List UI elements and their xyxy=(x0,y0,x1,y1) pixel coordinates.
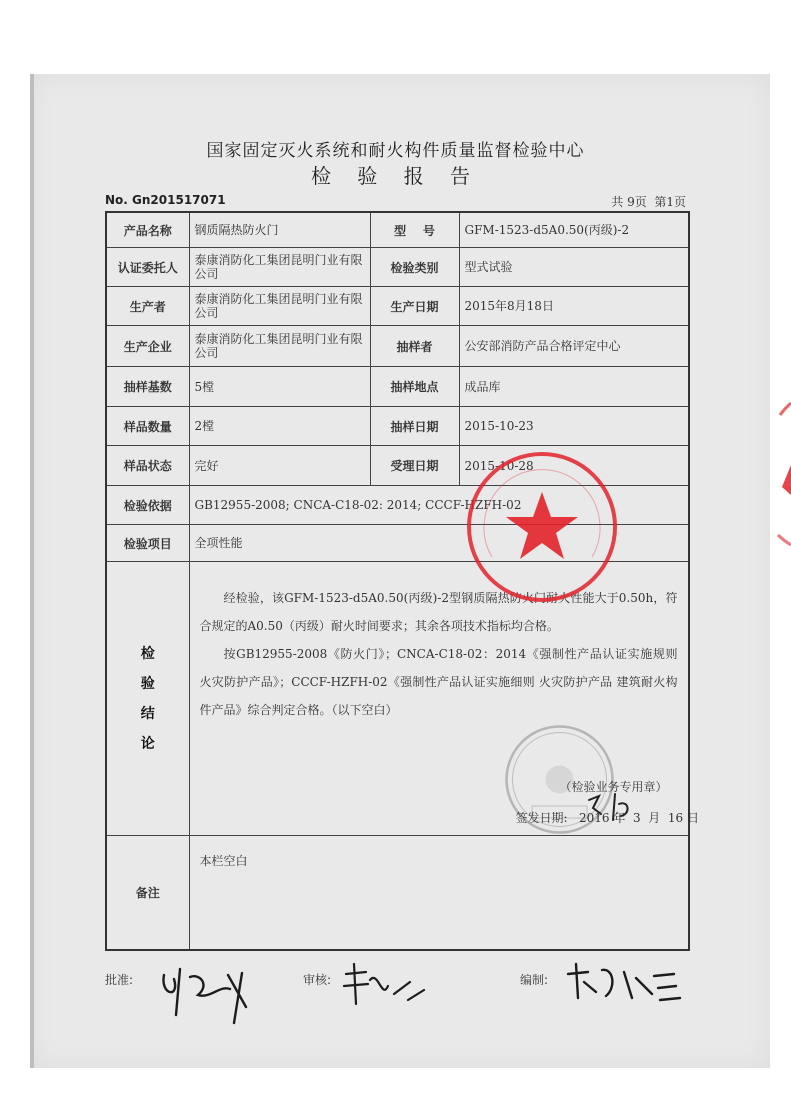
table-row xyxy=(106,836,689,951)
sampling-place-label: 抽样地点 xyxy=(370,367,459,407)
doc-title: 检 验 报 告 xyxy=(310,164,481,188)
edge-seal-fragment xyxy=(760,395,791,555)
model-value: GFM-1523-d5A0.50(丙级)-2 xyxy=(459,212,689,248)
basis-value: GB12955-2008; CNCA-C18-02: 2014; CCCF-HZFH-02 xyxy=(189,486,689,525)
items-label: 检验项目 xyxy=(106,525,189,562)
approve-signature xyxy=(150,955,270,1025)
page-count: 共 9页 第1页 xyxy=(611,195,686,209)
issue-date: 签发日期: 2016 年 3 月 16 日 xyxy=(515,811,699,825)
accept-date-value: 2015-10-28 xyxy=(459,446,689,486)
remarks-value: 本栏空白 xyxy=(199,854,248,868)
review-signature xyxy=(338,960,438,1010)
test-type-label: 检验类别 xyxy=(370,248,459,287)
sampler-label: 抽样者 xyxy=(370,326,459,367)
sample-base-label: 抽样基数 xyxy=(106,367,189,407)
product-name-label: 产品名称 xyxy=(106,212,189,248)
model-label: 型 号 xyxy=(370,212,459,248)
applicant-value: 泰康消防化工集团昆明门业有限公司 xyxy=(189,248,370,287)
table-row xyxy=(106,326,689,367)
sample-base-value: 5樘 xyxy=(189,367,370,407)
org-title: 国家固定灭火系统和耐火构件质量监督检验中心 xyxy=(206,141,585,161)
test-type-value: 型式试验 xyxy=(459,248,689,287)
seal-note: （检验业务专用章） xyxy=(559,780,668,794)
producer-value: 泰康消防化工集团昆明门业有限公司 xyxy=(189,287,370,326)
sample-qty-value: 2樘 xyxy=(189,407,370,446)
sampling-date-value: 2015-10-23 xyxy=(459,407,689,446)
approve-label: 批准: xyxy=(105,973,134,987)
compile-label: 编制: xyxy=(520,973,549,987)
sample-state-value: 完好 xyxy=(189,446,370,486)
report-number: No. Gn201517071 xyxy=(105,193,226,207)
product-name-value: 钢质隔热防火门 xyxy=(189,212,370,248)
compile-signature xyxy=(562,958,682,1008)
conclusion-paragraph-1: 经检验，该GFM-1523-d5A0.50(丙级)-2型钢质隔热防火门耐火性能大于0.50h，符合规定的A0.50（丙级）耐火时间要求；其余各项技术指标均合格。 xyxy=(199,591,678,633)
table-row xyxy=(106,367,689,407)
table-row xyxy=(106,407,689,446)
sampler-value: 公安部消防产品合格评定中心 xyxy=(459,326,689,367)
applicant-label: 认证委托人 xyxy=(106,248,189,287)
conclusion-paragraph-2: 按GB12955-2008《防火门》；CNCA-C18-02：2014《强制性产品认证实施规则 火灾防护产品》；CCCF-HZFH-02《强制性产品认证实施细则 火灾防护产品 建筑耐火构件产品》综合判定合格。（以下空白） xyxy=(199,647,678,717)
table-row xyxy=(106,212,689,248)
table-row xyxy=(106,287,689,326)
sample-state-label: 样品状态 xyxy=(106,446,189,486)
items-value: 全项性能 xyxy=(189,525,689,562)
manufacturer-label: 生产企业 xyxy=(106,326,189,367)
handwritten-date-marks xyxy=(585,790,635,825)
company-seal-stamp xyxy=(462,447,622,607)
conclusion-label: 检验结论 xyxy=(140,645,155,752)
sampling-date-label: 抽样日期 xyxy=(370,407,459,446)
remarks-label: 备注 xyxy=(106,836,189,951)
manufacturer-value: 泰康消防化工集团昆明门业有限公司 xyxy=(189,326,370,367)
sample-qty-label: 样品数量 xyxy=(106,407,189,446)
production-date-label: 生产日期 xyxy=(370,287,459,326)
table-row xyxy=(106,248,689,287)
production-date-value: 2015年8月18日 xyxy=(459,287,689,326)
producer-label: 生产者 xyxy=(106,287,189,326)
accept-date-label: 受理日期 xyxy=(370,446,459,486)
basis-label: 检验依据 xyxy=(106,486,189,525)
review-label: 审核: xyxy=(303,973,332,987)
paper-edge xyxy=(30,74,34,1068)
sampling-place-value: 成品库 xyxy=(459,367,689,407)
